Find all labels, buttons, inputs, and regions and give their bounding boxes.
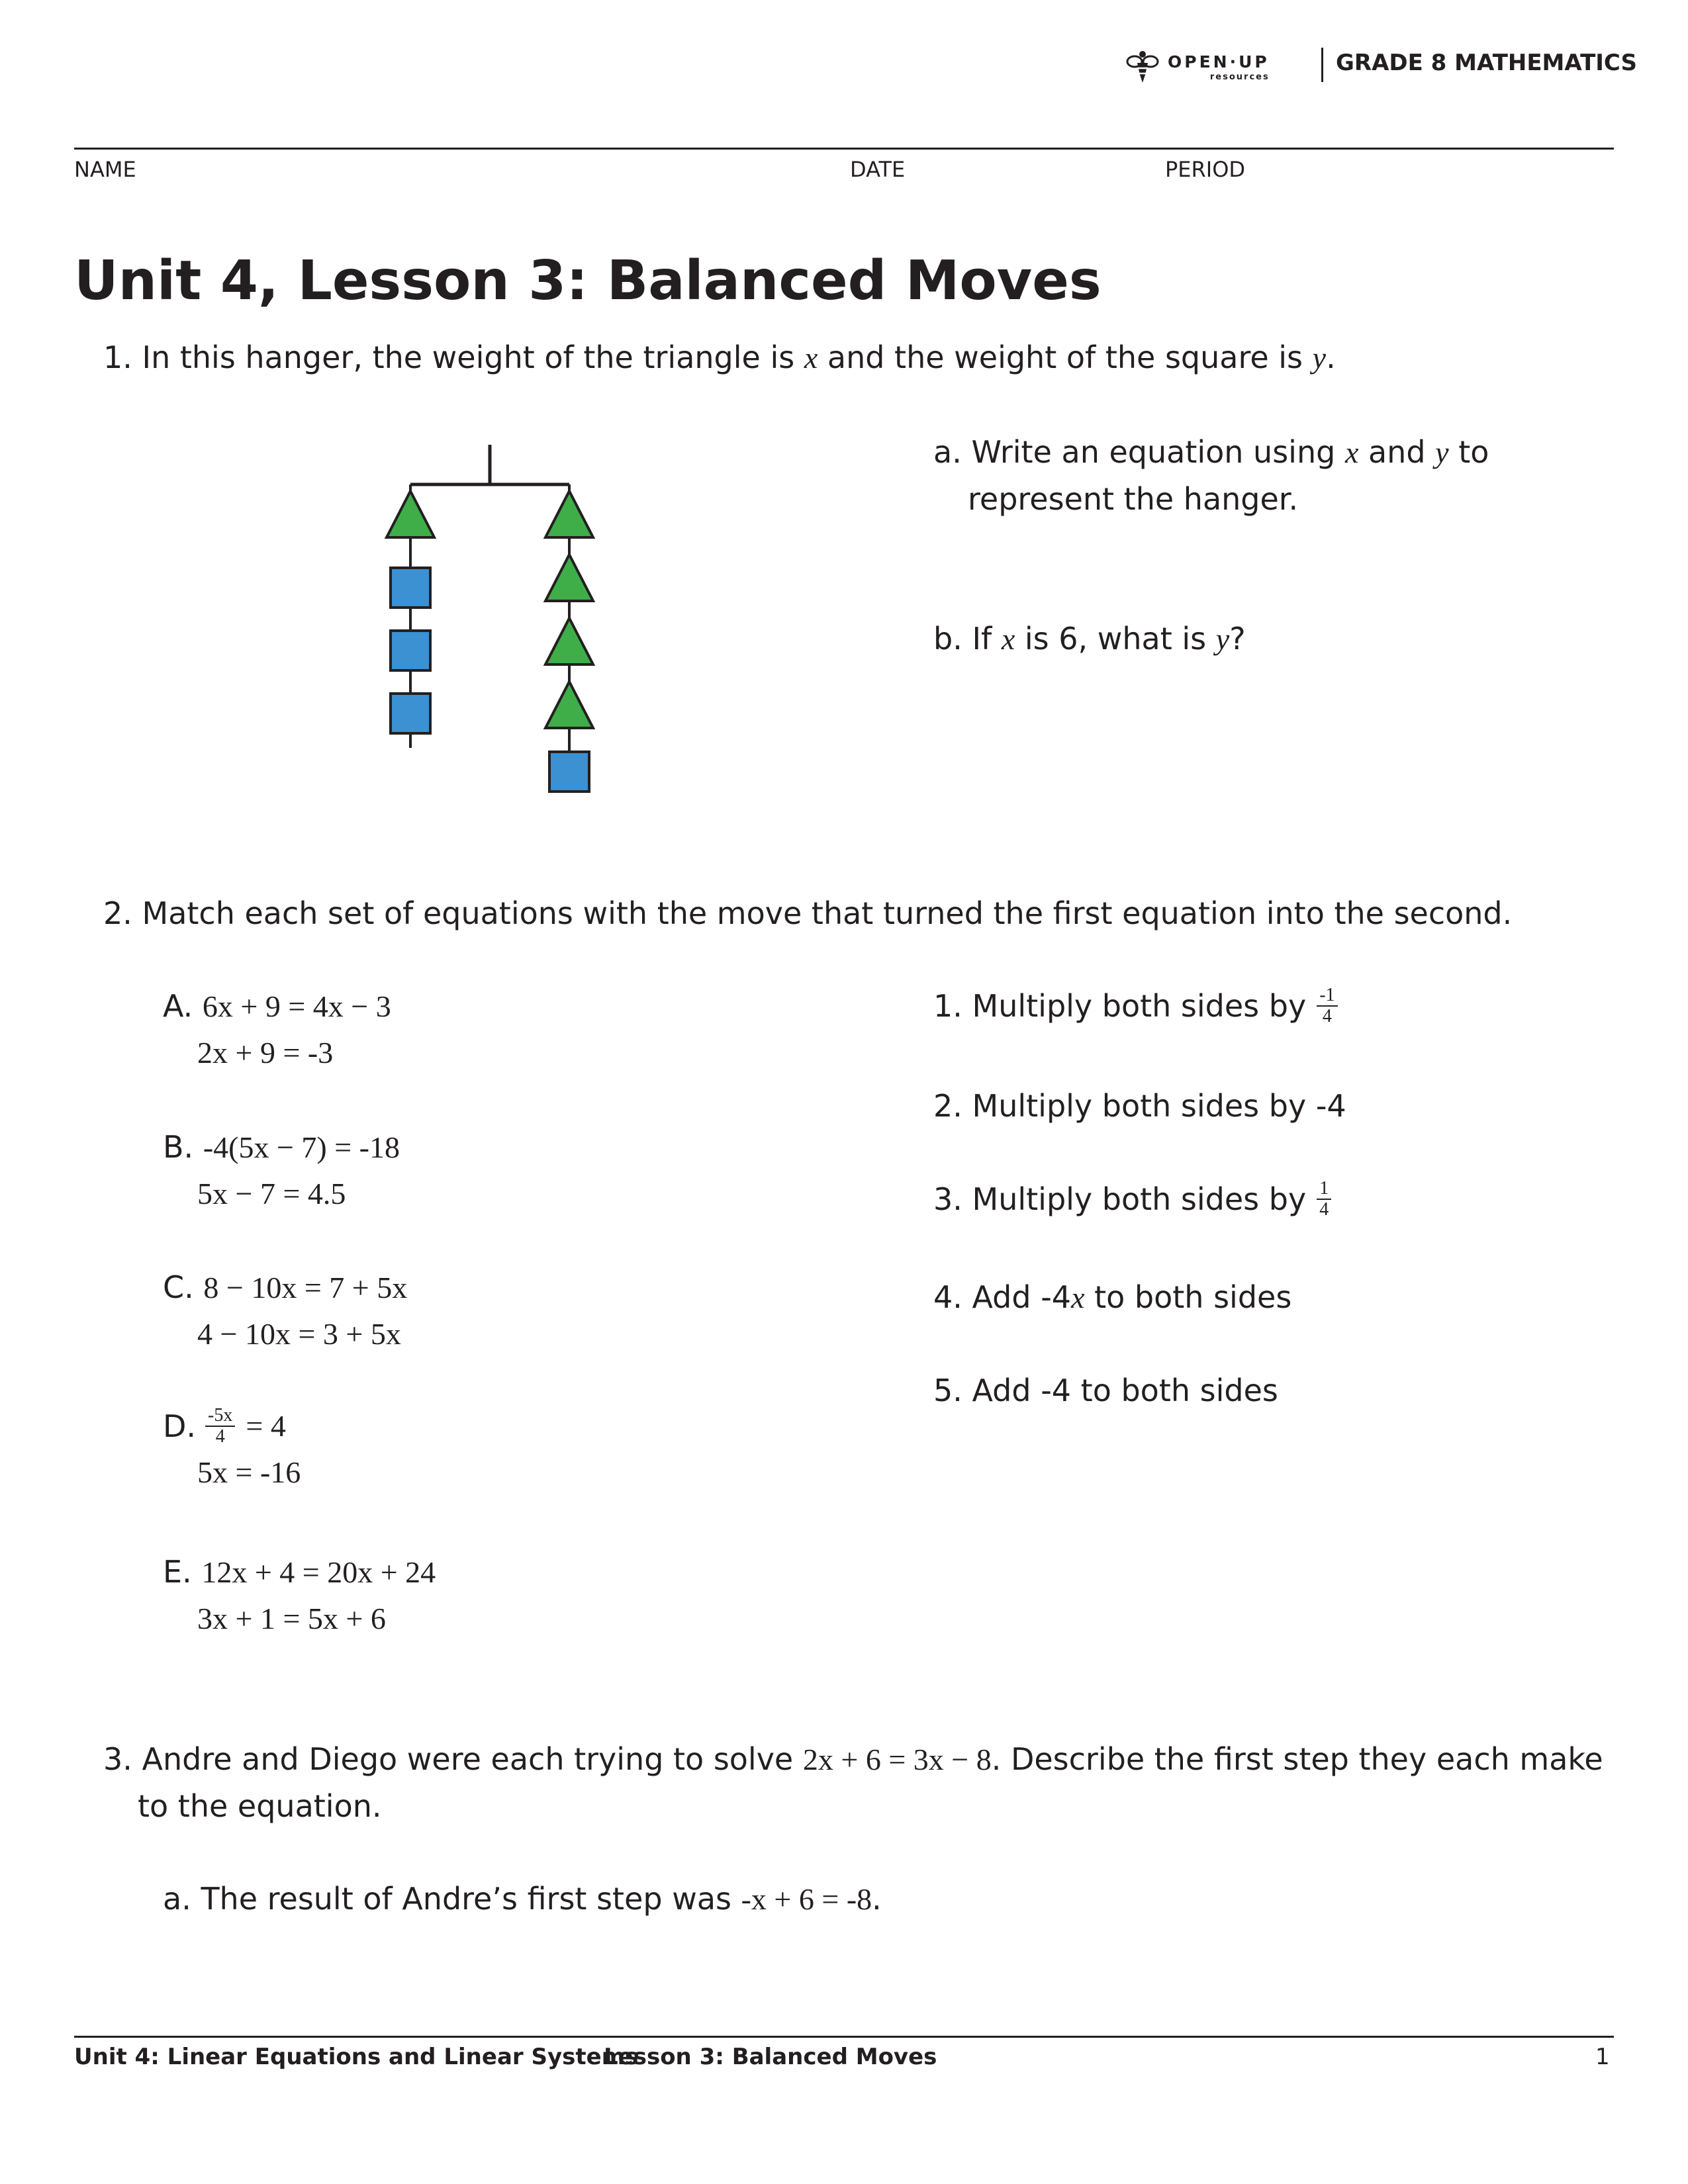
logo-text: OPEN·UP xyxy=(1168,52,1270,71)
triangle-weight xyxy=(387,491,434,537)
question-3: 3. Andre and Diego were each trying to solve 2x + 6 = 3x − 8. Describe the first step they each make to the equation. xyxy=(103,1741,1603,1824)
question-number: 1. xyxy=(103,340,132,375)
header-divider xyxy=(1321,48,1323,82)
equation-set-d: D. $\frac{-5x}{4}$ = 4 5x = -16 xyxy=(163,1405,301,1489)
page-number: 1 xyxy=(1595,2044,1610,2070)
question-1b: b. If x is 6, what is y? xyxy=(933,621,1246,657)
question-1a: a. Write an equation using x and y to represent the hanger. xyxy=(933,434,1489,517)
fraction: $\frac{1}{4}$ xyxy=(1317,1179,1331,1220)
square-weight xyxy=(391,694,430,733)
hanger-diagram xyxy=(371,437,609,807)
footer-lesson: Lesson 3: Balanced Moves xyxy=(604,2044,937,2070)
header-rule xyxy=(74,148,1614,150)
footer-rule xyxy=(74,2036,1614,2038)
question-number: 2. xyxy=(103,895,132,931)
bee-icon xyxy=(1125,48,1160,87)
name-field-label: NAME xyxy=(74,157,136,182)
move-4: 4. Add -4x to both sides xyxy=(933,1279,1292,1315)
date-field-label: DATE xyxy=(850,157,906,182)
triangle-weight xyxy=(545,491,593,537)
logo-subtext: resources xyxy=(1209,72,1270,82)
equation-set-e: E. 12x + 4 = 20x + 24 3x + 1 = 5x + 6 xyxy=(163,1554,436,1635)
move-1: 1. Multiply both sides by $\frac{-1}{4}$ xyxy=(933,983,1340,1029)
triangle-weight xyxy=(545,618,593,664)
square-weight xyxy=(391,631,430,670)
equation-set-c: C. 8 − 10x = 7 + 5x 4 − 10x = 3 + 5x xyxy=(163,1269,408,1351)
square-weight xyxy=(391,568,430,608)
fraction: $\frac{-5x}{4}$ xyxy=(205,1406,235,1447)
triangle-weight xyxy=(545,555,593,601)
period-field-label: PERIOD xyxy=(1165,157,1246,182)
question-number: 3. xyxy=(103,1741,132,1777)
equation-set-a: A. 6x + 9 = 4x − 3 2x + 9 = -3 xyxy=(163,988,391,1069)
equation-set-b: B. -4(5x − 7) = -18 5x − 7 = 4.5 xyxy=(163,1129,400,1210)
question-1: 1. In this hanger, the weight of the triangle is x and the weight of the square is y. xyxy=(103,340,1336,375)
question-3a: a. The result of Andre’s first step was -x + 6 = -8. xyxy=(163,1881,882,1917)
move-2: 2. Multiply both sides by -4 xyxy=(933,1088,1346,1124)
grade-label: GRADE 8 MATHEMATICS xyxy=(1336,50,1637,76)
open-up-logo xyxy=(1125,48,1270,87)
move-5: 5. Add -4 to both sides xyxy=(933,1373,1278,1408)
question-2: 2. Match each set of equations with the move that turned the first equation into the second. xyxy=(103,895,1513,931)
page-title: Unit 4, Lesson 3: Balanced Moves xyxy=(74,250,1102,312)
move-3: 3. Multiply both sides by $\frac{1}{4}$ xyxy=(933,1176,1334,1222)
fraction: $\frac{-1}{4}$ xyxy=(1317,985,1337,1026)
triangle-weight xyxy=(545,682,593,728)
footer-unit: Unit 4: Linear Equations and Linear Systems xyxy=(74,2044,639,2070)
square-weight xyxy=(549,752,589,792)
